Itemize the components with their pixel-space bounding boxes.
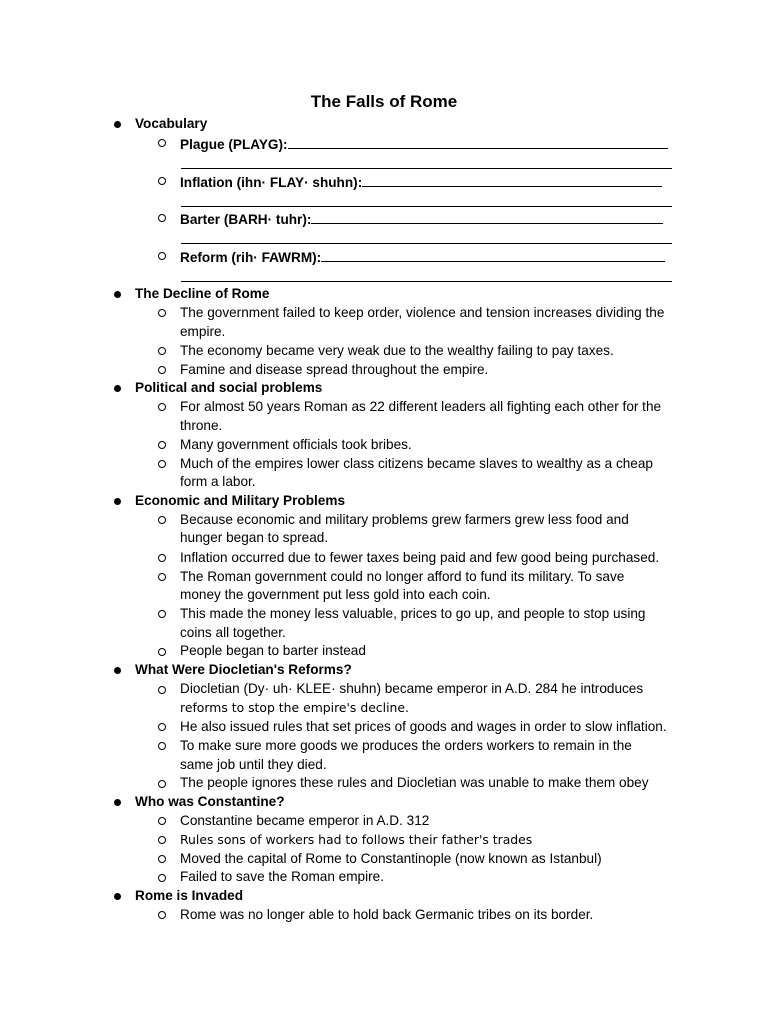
list-item-text: Much of the empires lower class citizens became slaves to wealthy as a cheap xyxy=(180,456,653,471)
sub-bullet xyxy=(158,686,166,694)
sub-bullet xyxy=(158,460,166,468)
answer-line xyxy=(311,209,663,224)
answer-line xyxy=(181,206,672,207)
sub-bullet xyxy=(158,911,166,919)
vocab-term-reform xyxy=(180,247,665,267)
list-item-text: He also issued rules that set prices of goods and wages in order to slow inflation. xyxy=(180,719,667,734)
vocab-term-inflation xyxy=(180,172,662,192)
list-item-text: The Roman government could no longer afford to fund its military. To save xyxy=(180,569,625,584)
list-item-text: money the government put less gold into each coin. xyxy=(180,587,491,602)
answer-line xyxy=(288,134,668,149)
sub-bullet xyxy=(158,742,166,750)
vocab-term-plague xyxy=(180,134,668,154)
sub-bullet xyxy=(158,366,166,374)
sub-bullet xyxy=(158,309,166,317)
bullet xyxy=(114,498,121,505)
sub-bullet xyxy=(158,139,166,147)
bullet xyxy=(114,667,121,674)
sub-bullet xyxy=(158,252,166,260)
section-heading: The Decline of Rome xyxy=(135,286,270,301)
list-item-text: hunger began to spread. xyxy=(180,530,329,545)
list-item-text: throne. xyxy=(180,418,223,433)
answer-line xyxy=(181,243,672,244)
list-item-text: The people ignores these rules and Diocletian was unable to make them obey xyxy=(180,775,649,790)
list-item-text: Diocletian (Dy· uh· KLEE· shuhn) became emperor in A.D. 284 he introduces xyxy=(180,681,644,696)
answer-line xyxy=(362,172,662,187)
bullet xyxy=(114,121,121,128)
list-item-text: Constantine became emperor in A.D. 312 xyxy=(180,813,430,828)
section-heading: Economic and Military Problems xyxy=(135,493,345,508)
sub-bullet xyxy=(158,855,166,863)
sub-bullet xyxy=(158,648,166,656)
sub-bullet xyxy=(158,780,166,788)
sub-bullet xyxy=(158,403,166,411)
list-item-text: form a labor. xyxy=(180,474,256,489)
sub-bullet xyxy=(158,874,166,882)
vocab-term-label: Plague (PLAYG): xyxy=(180,137,288,152)
sub-bullet xyxy=(158,836,166,844)
answer-line xyxy=(181,281,672,282)
vocab-term-label: Reform (rih· FAWRM): xyxy=(180,250,322,265)
section-heading: Rome is Invaded xyxy=(135,888,244,903)
vocab-term-label: Inflation (ihn· FLAY· shuhn): xyxy=(180,175,363,190)
vocab-term-label: Barter (BARH· tuhr): xyxy=(180,212,312,227)
list-item-text: Many government officials took bribes. xyxy=(180,437,412,452)
sub-bullet xyxy=(158,723,166,731)
list-item-text: The government failed to keep order, violence and tension increases dividing the xyxy=(180,305,665,320)
list-item-text: empire. xyxy=(180,324,226,339)
list-item-text: Inflation occurred due to fewer taxes being paid and few good being purchased. xyxy=(180,550,660,565)
sub-bullet xyxy=(158,214,166,222)
list-item-text: Because economic and military problems grew farmers grew less food and xyxy=(180,512,629,527)
list-item-text: coins all together. xyxy=(180,625,286,640)
sub-bullet xyxy=(158,347,166,355)
list-item-text: reforms to stop the empire's decline. xyxy=(180,700,409,715)
bullet xyxy=(114,291,121,298)
list-item-text: Famine and disease spread throughout the empire. xyxy=(180,362,489,377)
sub-bullet xyxy=(158,817,166,825)
sub-bullet xyxy=(158,441,166,449)
section-heading: Political and social problems xyxy=(135,380,323,395)
vocab-term-barter xyxy=(180,209,663,229)
bullet xyxy=(114,799,121,806)
sub-bullet xyxy=(158,177,166,185)
bullet xyxy=(114,385,121,392)
list-item-text: For almost 50 years Roman as 22 different leaders all fighting each other for the xyxy=(180,399,662,414)
sub-bullet xyxy=(158,610,166,618)
section-heading-vocabulary: Vocabulary xyxy=(135,116,208,131)
section-heading: What Were Diocletian's Reforms? xyxy=(135,662,352,677)
sub-bullet xyxy=(158,573,166,581)
sub-bullet xyxy=(158,516,166,524)
list-item-text: This made the money less valuable, prices to go up, and people to stop using xyxy=(180,606,646,621)
answer-line xyxy=(321,247,665,262)
list-item-text: People began to barter instead xyxy=(180,643,366,658)
list-item-text: Rome was no longer able to hold back Germanic tribes on its border. xyxy=(180,907,594,922)
list-item-text: Rules sons of workers had to follows their father's trades xyxy=(180,832,533,847)
list-item-text: To make sure more goods we produces the orders workers to remain in the xyxy=(180,738,632,753)
list-item-text: The economy became very weak due to the wealthy failing to pay taxes. xyxy=(180,343,614,358)
list-item-text: same job until they died. xyxy=(180,757,327,772)
list-item-text: Moved the capital of Rome to Constantinople (now known as Istanbul) xyxy=(180,851,602,866)
section-heading: Who was Constantine? xyxy=(135,794,285,809)
list-item-text: Failed to save the Roman empire. xyxy=(180,869,385,884)
sub-bullet xyxy=(158,554,166,562)
page-title: The Falls of Rome xyxy=(310,92,458,111)
answer-line xyxy=(181,168,672,169)
bullet xyxy=(114,893,121,900)
